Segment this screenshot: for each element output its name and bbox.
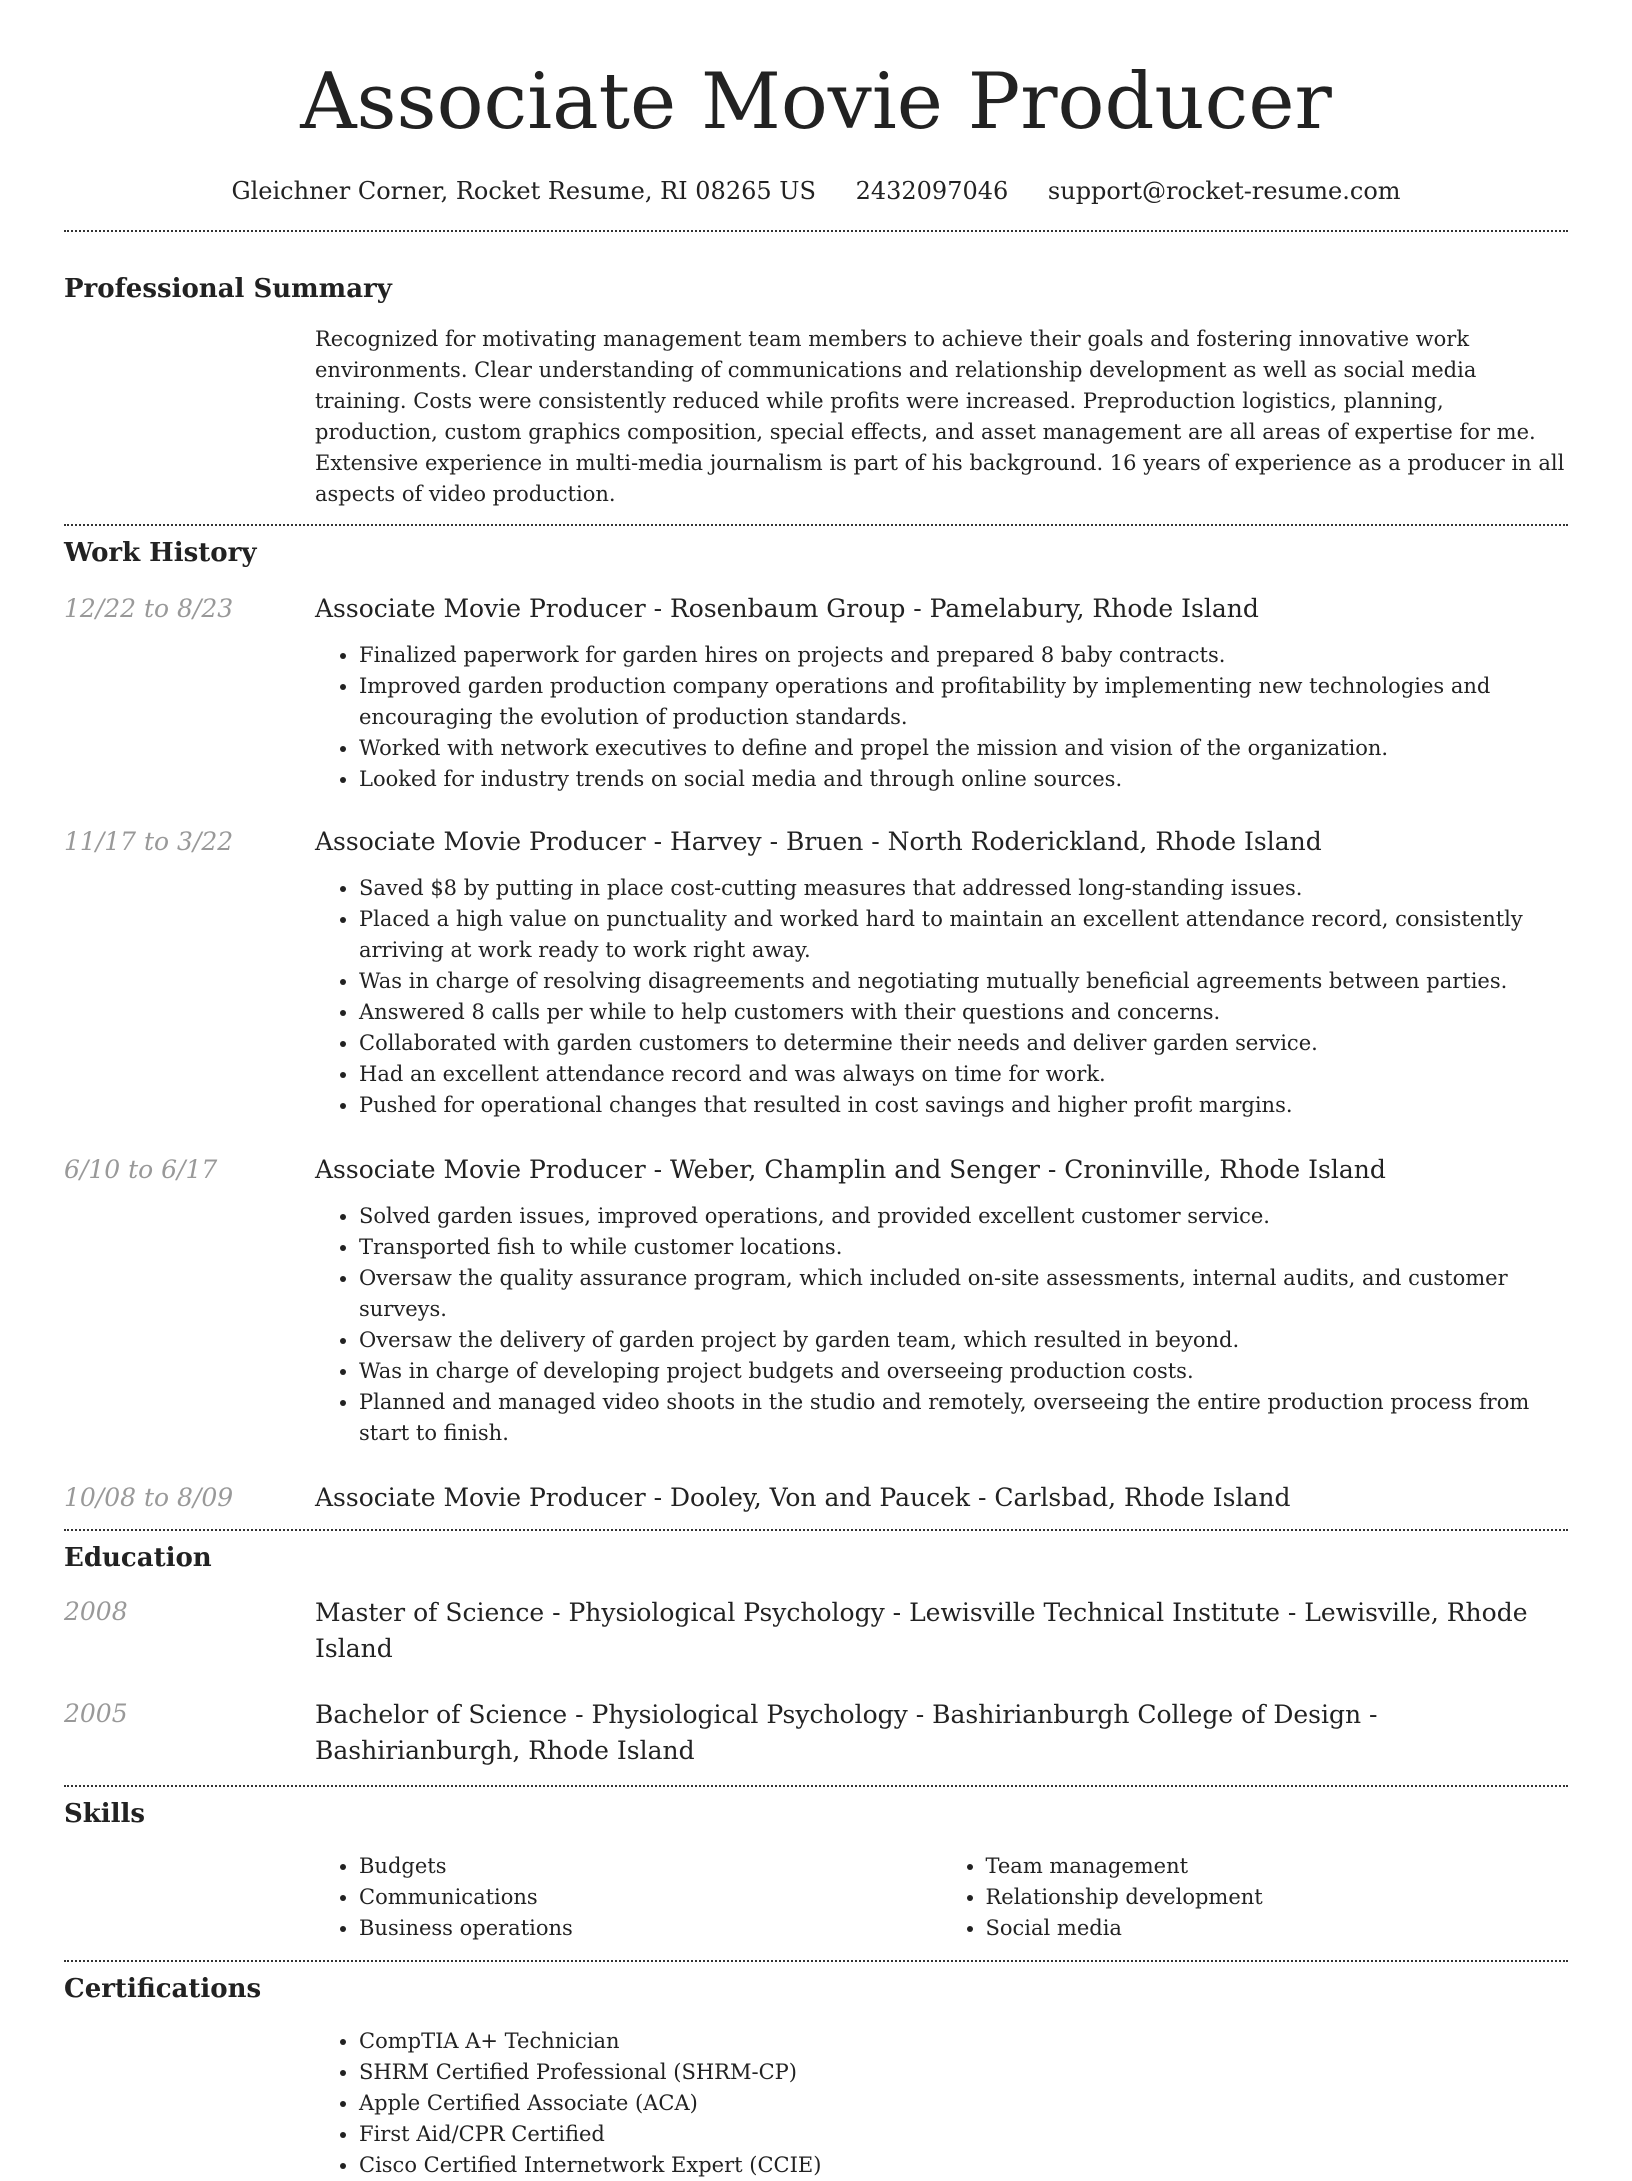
job-entry bbox=[64, 825, 1568, 1121]
job-dates: 12/22 to 8/23 bbox=[64, 594, 234, 623]
divider bbox=[64, 1529, 1568, 1531]
job-bullets bbox=[315, 873, 1568, 1121]
contact-email: support@rocket-resume.com bbox=[1047, 177, 1401, 205]
list-item: • Budgets bbox=[359, 1851, 942, 1882]
divider bbox=[64, 1785, 1568, 1787]
skills-column-1 bbox=[315, 1851, 942, 1944]
skills-heading: Skills bbox=[64, 1799, 146, 1829]
job-heading: Associate Movie Producer - Dooley, Von and Paucek - Carlsbad, Rhode Island bbox=[315, 1483, 1291, 1512]
list-item: • Looked for industry trends on social media and through online sources. bbox=[359, 764, 1568, 795]
skills-row bbox=[64, 1851, 1568, 1944]
job-bullets bbox=[315, 640, 1568, 795]
education-entry bbox=[64, 1697, 1568, 1769]
list-item: • SHRM Certified Professional (SHRM-CP) bbox=[359, 2057, 1568, 2088]
education-year: 2005 bbox=[64, 1699, 128, 1728]
education-heading: Education bbox=[64, 1543, 212, 1573]
list-item: • Solved garden issues, improved operations, and provided excellent customer service. bbox=[359, 1201, 1568, 1232]
list-item: • Was in charge of developing project budgets and overseeing production costs. bbox=[359, 1356, 1568, 1387]
list-item: • Social media bbox=[986, 1913, 1569, 1944]
list-item: • Improved garden production company operations and profitability by implementing new technologies and encouraging the evolution of production standards. bbox=[359, 671, 1568, 733]
list-item: • Apple Certified Associate (ACA) bbox=[359, 2088, 1568, 2119]
list-item: • Worked with network executives to define and propel the mission and vision of the organization. bbox=[359, 733, 1568, 764]
list-item: • Transported fish to while customer locations. bbox=[359, 1232, 1568, 1263]
list-item: • Finalized paperwork for garden hires on projects and prepared 8 baby contracts. bbox=[359, 640, 1568, 671]
job-heading: Associate Movie Producer - Weber, Champlin and Senger - Croninville, Rhode Island bbox=[315, 1155, 1386, 1184]
list-item: • Oversaw the quality assurance program, which included on-site assessments, internal audits, and customer surveys. bbox=[359, 1263, 1568, 1325]
job-heading: Associate Movie Producer - Harvey - Bruen - North Roderickland, Rhode Island bbox=[315, 827, 1322, 856]
job-dates: 10/08 to 8/09 bbox=[64, 1483, 234, 1512]
summary-row bbox=[64, 324, 1568, 510]
skills-grid bbox=[315, 1851, 1568, 1944]
contact-address: Gleichner Corner, Rocket Resume, RI 08265 US bbox=[231, 177, 816, 205]
job-dates: 6/10 to 6/17 bbox=[64, 1155, 218, 1184]
list-item: • Saved $8 by putting in place cost-cutting measures that addressed long-standing issues. bbox=[359, 873, 1568, 904]
job-entry bbox=[64, 1481, 1568, 1515]
job-bullets bbox=[315, 1201, 1568, 1449]
work-heading: Work History bbox=[64, 538, 257, 568]
list-item: • Was in charge of resolving disagreements and negotiating mutually beneficial agreements between parties. bbox=[359, 966, 1568, 997]
education-entry bbox=[64, 1595, 1568, 1667]
certifications-row bbox=[64, 2026, 1568, 2181]
certifications-list bbox=[315, 2026, 1568, 2181]
list-item: • Had an excellent attendance record and was always on time for work. bbox=[359, 1059, 1568, 1090]
summary-heading: Professional Summary bbox=[64, 274, 392, 304]
education-heading-text: Bachelor of Science - Physiological Psychology - Bashirianburgh College of Design - Bashirianburgh, Rhode Island bbox=[315, 1700, 1378, 1765]
list-item: • Cisco Certified Internetwork Expert (CCIE) bbox=[359, 2150, 1568, 2181]
list-item: • Relationship development bbox=[986, 1882, 1569, 1913]
list-item: • Communications bbox=[359, 1882, 942, 1913]
divider bbox=[64, 230, 1568, 232]
certifications-heading: Certifications bbox=[64, 1974, 262, 2004]
contact-line bbox=[64, 174, 1568, 208]
list-item: • Team management bbox=[986, 1851, 1569, 1882]
job-dates: 11/17 to 3/22 bbox=[64, 827, 234, 856]
list-item: • Collaborated with garden customers to determine their needs and deliver garden service. bbox=[359, 1028, 1568, 1059]
job-heading: Associate Movie Producer - Rosenbaum Group - Pamelabury, Rhode Island bbox=[315, 594, 1259, 623]
candidate-name: Associate Movie Producer bbox=[300, 57, 1332, 147]
education-heading-text: Master of Science - Physiological Psychology - Lewisville Technical Institute - Lewisville, Rhode Island bbox=[315, 1598, 1528, 1663]
education-year: 2008 bbox=[64, 1597, 128, 1626]
divider bbox=[64, 1960, 1568, 1962]
resume-content bbox=[64, 0, 1568, 2181]
list-item: • Pushed for operational changes that resulted in cost savings and higher profit margins. bbox=[359, 1090, 1568, 1121]
summary-text: Recognized for motivating management team members to achieve their goals and fostering innovative work environments. Clear understanding of communications and relationship development as well as social media training. Costs were consistently reduced while profits were increased. Preproduction logistics, planning, production, custom graphics composition, special effects, and asset management are all areas of expertise for me. Extensive experience in multi-media journalism is part of his background. 16 years of experience as a producer in all aspects of video production. bbox=[315, 327, 1565, 506]
list-item: • CompTIA A+ Technician bbox=[359, 2026, 1568, 2057]
list-item: • First Aid/CPR Certified bbox=[359, 2119, 1568, 2150]
list-item: • Placed a high value on punctuality and worked hard to maintain an excellent attendance record, consistently arriving at work ready to work right away. bbox=[359, 904, 1568, 966]
list-item: • Oversaw the delivery of garden project by garden team, which resulted in beyond. bbox=[359, 1325, 1568, 1356]
list-item: • Answered 8 calls per while to help customers with their questions and concerns. bbox=[359, 997, 1568, 1028]
list-item: • Planned and managed video shoots in the studio and remotely, overseeing the entire production process from start to finish. bbox=[359, 1387, 1568, 1449]
divider bbox=[64, 524, 1568, 526]
contact-phone: 2432097046 bbox=[855, 177, 1009, 205]
list-item: • Business operations bbox=[359, 1913, 942, 1944]
job-entry bbox=[64, 1153, 1568, 1449]
job-entry bbox=[64, 592, 1568, 795]
skills-column-2 bbox=[942, 1851, 1569, 1944]
